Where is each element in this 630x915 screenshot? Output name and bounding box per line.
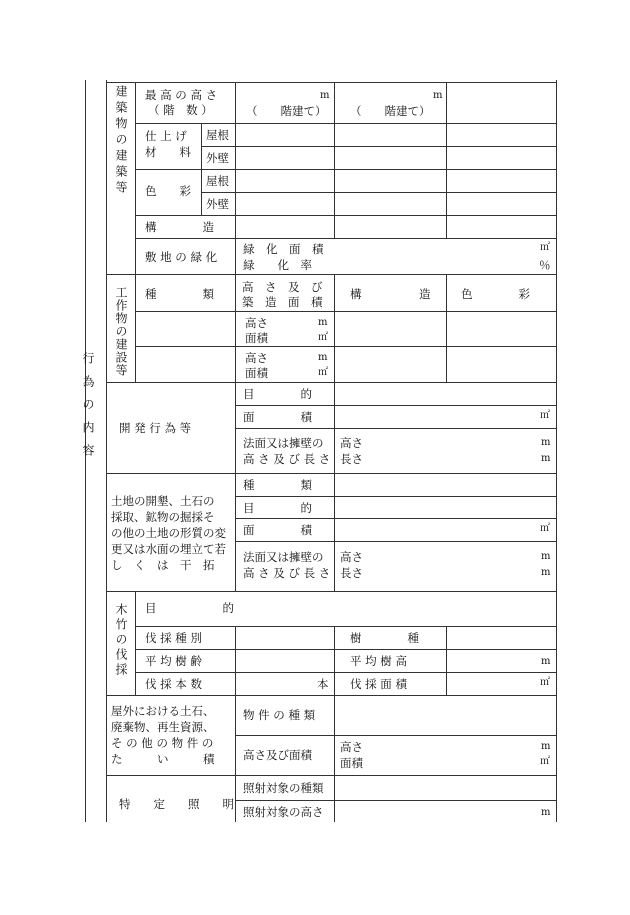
border-line: [135, 311, 556, 312]
logging-area-label: 伐 採 面 積: [350, 677, 407, 691]
roof-label: 屋根: [206, 128, 229, 142]
border-line: [106, 591, 556, 592]
storage-kind-label: 物 件 の 種 類: [243, 708, 316, 722]
border-line: [235, 800, 556, 801]
height-label: 高さ: [340, 740, 363, 754]
land-label: の他の土地の形質の変: [111, 526, 226, 540]
border-line: [135, 215, 556, 216]
slope-label: 高 さ 及 び 長 さ: [243, 452, 331, 466]
border-line: [201, 146, 556, 147]
unit-m: m: [541, 437, 551, 448]
unit-m2: ㎡: [318, 332, 328, 343]
border-line: [106, 695, 556, 696]
unit-m2: ㎡: [540, 523, 550, 534]
land-label: 採取、鉱物の掘採そ: [111, 510, 215, 524]
storage-label: そ の 他 の 物 件 の: [111, 736, 214, 750]
dev-purpose-label: 目 的: [243, 387, 312, 401]
structure-height-area-label: 高 さ 及 び: [242, 280, 323, 294]
border-line: [235, 626, 236, 695]
wall-label: 外壁: [206, 197, 229, 211]
unit-m: m: [433, 90, 443, 101]
logging-method-label: 伐 採 種 別: [145, 631, 202, 645]
count-unit: 本: [317, 677, 329, 691]
structure-type-label: 種 類: [145, 287, 214, 301]
border-line: [106, 382, 556, 383]
border-line: [135, 626, 556, 627]
dev-area-label: 面 積: [243, 410, 312, 424]
unit-m: m: [318, 352, 328, 363]
border-line: [446, 274, 447, 382]
border-line: [135, 672, 556, 673]
unit-m: m: [541, 551, 551, 562]
border-line: [106, 274, 556, 275]
land-area-label: 面 積: [243, 523, 312, 537]
slope-label: 法面又は擁壁の: [243, 550, 324, 564]
slope-label: 法面又は擁壁の: [243, 436, 324, 450]
border-line: [235, 382, 236, 591]
land-purpose-label: 目 的: [243, 501, 312, 515]
border-line: [106, 775, 556, 776]
border-line: [135, 123, 556, 124]
border-line: [135, 591, 136, 695]
border-line: [334, 626, 335, 695]
border-line: [106, 82, 556, 83]
area-label: 面積: [340, 756, 363, 770]
slope-label: 高 さ 及 び 長 さ: [243, 566, 331, 580]
border-line: [235, 695, 236, 822]
border-line: [201, 192, 556, 193]
storage-label: 屋外における土石、: [111, 704, 215, 718]
color-col-label: 色 彩: [461, 287, 530, 301]
unit-m: m: [541, 453, 551, 464]
border-line: [334, 382, 335, 591]
floors-label: （ 階 数 ）: [148, 103, 213, 117]
logging-group-label: 木竹の伐採: [114, 603, 128, 678]
unit-m: m: [320, 90, 330, 101]
border-line: [235, 274, 236, 382]
border-line: [235, 405, 556, 406]
land-label: し く は 干 拓: [111, 558, 215, 572]
border-line: [135, 169, 556, 170]
land-label: 土地の開墾、土石の: [111, 494, 215, 508]
greening-area-label: 緑 化 面 積: [243, 242, 324, 256]
border-line: [334, 695, 335, 822]
unit-m2: ㎡: [540, 410, 550, 421]
border-line: [235, 428, 556, 429]
finish-label: 仕 上 げ: [145, 129, 187, 143]
target-height-label: 照射対象の高さ: [243, 805, 324, 819]
border-line: [106, 473, 556, 474]
roof-label: 屋根: [206, 174, 229, 188]
structure-group-label: 工作物の建設等: [114, 286, 128, 377]
border-line: [556, 80, 557, 822]
border-line: [446, 626, 447, 695]
height-label: 高さ: [340, 550, 363, 564]
land-label: 更又は水面の埋立て若: [111, 542, 226, 556]
length-label: 長さ: [340, 566, 363, 580]
border-line: [135, 82, 136, 274]
lighting-label: 特 定 照 明: [119, 797, 234, 811]
area-label: 面積: [245, 366, 268, 380]
unit-percent: ％: [539, 258, 551, 272]
storage-height-area-label: 高さ及び面積: [243, 748, 312, 762]
border-line: [235, 735, 556, 736]
height-label: 高さ: [340, 436, 363, 450]
unit-m: m: [541, 567, 551, 578]
land-type-label: 種 類: [243, 478, 312, 492]
building-group-label: 建築物の建築等: [114, 85, 128, 197]
border-line: [106, 80, 107, 822]
storage-label: た い 積: [111, 752, 215, 766]
outer-label: 行為の内容: [81, 352, 95, 467]
floors-suffix: （ 階建て）: [246, 104, 327, 118]
development-label: 開 発 行 為 等: [119, 421, 192, 435]
storage-label: 廃棄物、再生資源、: [111, 720, 215, 734]
struct-col-label: 構 造: [350, 287, 431, 301]
max-height-label: 最 高 の 高 さ: [145, 88, 218, 102]
greening-rate-label: 緑 化 率: [243, 258, 312, 272]
logging-count-label: 伐 採 本 数: [145, 677, 202, 691]
unit-m2: ㎡: [540, 756, 550, 767]
area-label: 面積: [245, 331, 268, 345]
height-label: 高さ: [245, 316, 268, 330]
structure-height-area-label: 築 造 面 積: [242, 295, 323, 309]
wall-label: 外壁: [206, 151, 229, 165]
unit-m2: ㎡: [318, 367, 328, 378]
border-line: [135, 274, 136, 382]
floors-suffix: （ 階建て）: [350, 104, 431, 118]
unit-m2: ㎡: [540, 242, 550, 253]
logging-purpose-label: 目 的: [145, 601, 238, 615]
border-line: [135, 649, 556, 650]
unit-m: m: [541, 656, 551, 667]
unit-m: m: [541, 741, 551, 752]
avg-height-label: 平 均 樹 高: [350, 654, 407, 668]
border-line: [334, 274, 335, 382]
species-label: 樹 種: [350, 631, 419, 645]
border-line: [235, 541, 556, 542]
border-line: [135, 346, 556, 347]
structure-label: 構 造: [145, 220, 214, 234]
border-line: [235, 518, 556, 519]
unit-m: m: [541, 807, 551, 818]
color-label: 色 彩: [145, 184, 191, 198]
border-line: [235, 496, 556, 497]
border-line: [235, 82, 236, 274]
unit-m2: ㎡: [540, 677, 550, 688]
unit-m: m: [318, 317, 328, 328]
greening-label: 敷 地 の 緑 化: [145, 250, 218, 264]
height-label: 高さ: [245, 351, 268, 365]
border-line: [135, 238, 556, 239]
avg-age-label: 平 均 樹 齢: [145, 654, 202, 668]
finish-label: 材 料: [145, 145, 191, 159]
length-label: 長さ: [340, 452, 363, 466]
target-kind-label: 照射対象の種類: [243, 781, 324, 795]
